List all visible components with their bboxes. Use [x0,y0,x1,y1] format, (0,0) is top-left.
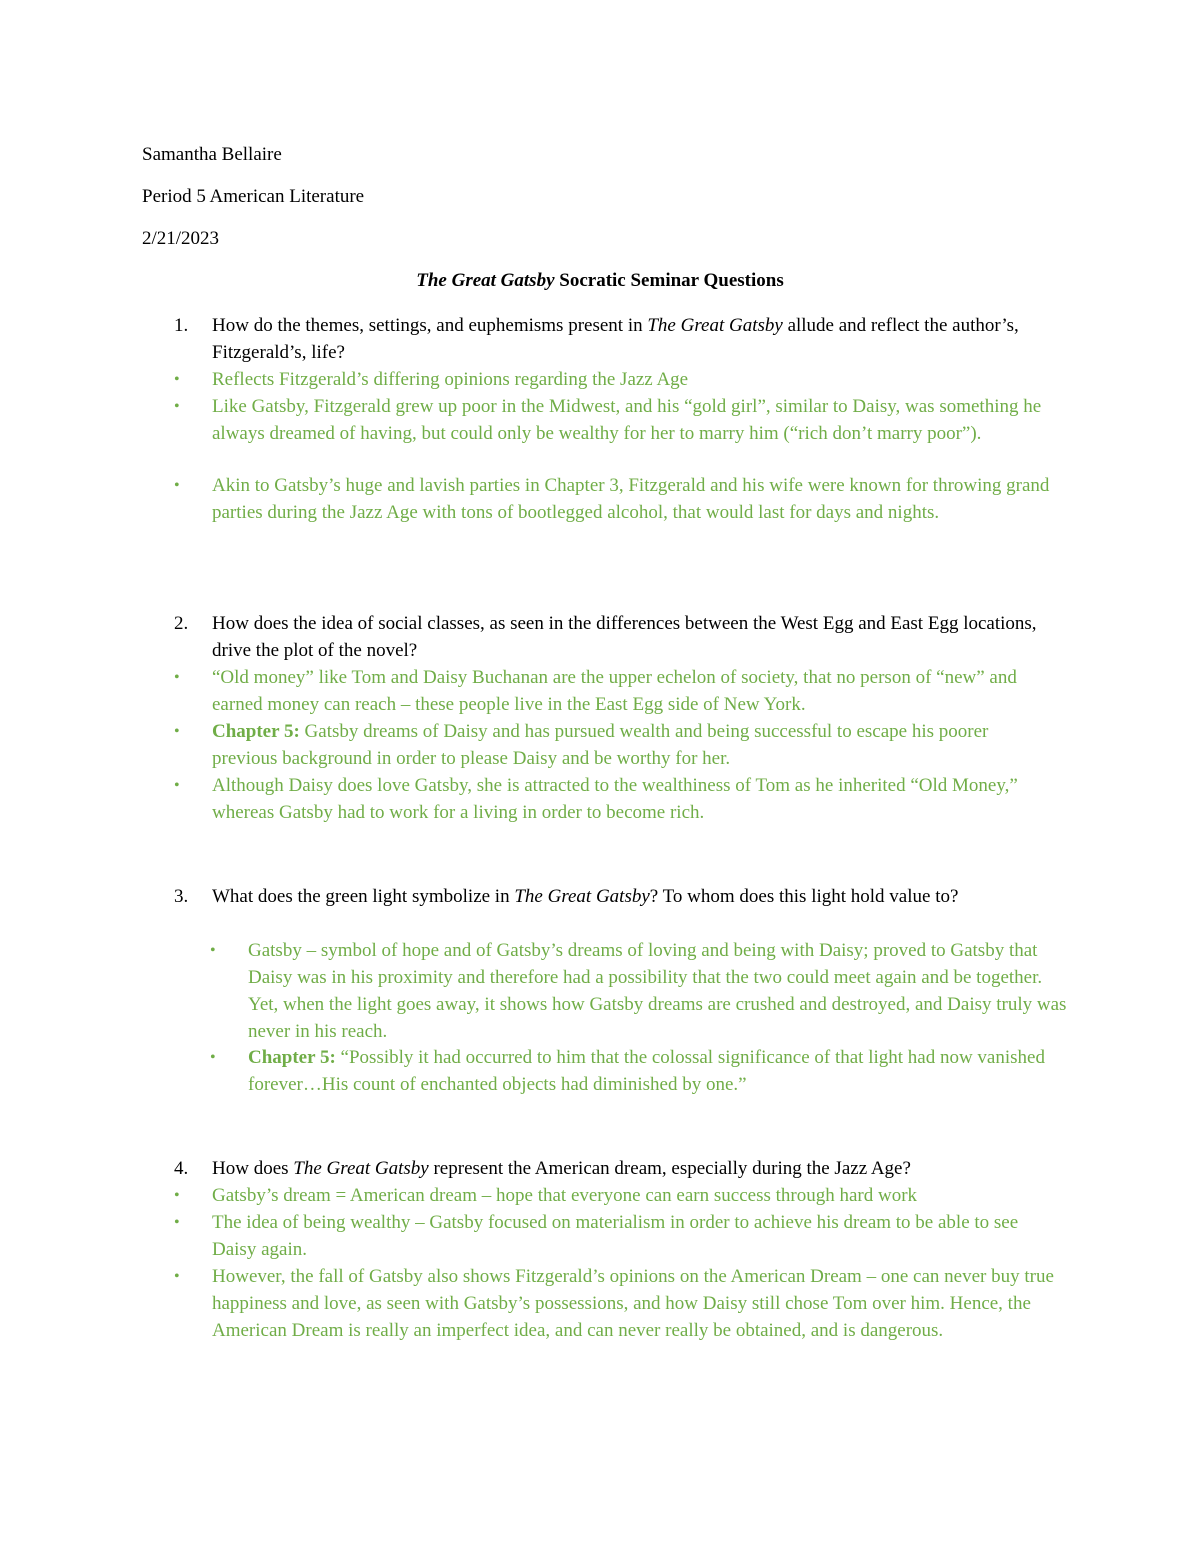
answer-item: • Gatsby’s dream = American dream – hope that everyone can earn success through hard work [174,1182,1054,1209]
bullet-icon: • [174,1187,180,1204]
bullet-icon: • [174,477,180,494]
document-date: 2/21/2023 [142,228,220,249]
title-rest: Socratic Seminar Questions [554,270,784,291]
author-name: Samantha Bellaire [142,144,282,165]
answer-item: • Chapter 5: “Possibly it had occurred to him that the colossal significance of that light had now vanished forever…His count of enchanted objects had diminished by one.” [210,1044,1070,1098]
class-period: Period 5 American Literature [142,186,365,207]
answer-item: • Chapter 5: Gatsby dreams of Daisy and has pursued wealth and being successful to escape his poorer previous background in order to please Daisy and be worthy for her. [174,718,1054,772]
answer-item: • The idea of being wealthy – Gatsby focused on materialism in order to achieve his dream to be able to see Daisy again. [174,1209,1054,1263]
answer-item: • Akin to Gatsby’s huge and lavish parties in Chapter 3, Fitzgerald and his wife were known for throwing grand parties during the Jazz Age with tons of bootlegged alcohol, that would last for days and nights. [174,472,1054,526]
bullet-icon: • [174,371,180,388]
bullet-icon: • [174,1268,180,1285]
document-title [0,268,1200,294]
question-number: 1. [174,315,189,336]
bullet-icon: • [174,777,180,794]
question-3 [174,883,1074,910]
bullet-icon: • [174,398,180,415]
question-text: What does the green light symbolize in The Great Gatsby? To whom does this light hold value to? [212,886,959,907]
answer-item: • However, the fall of Gatsby also shows Fitzgerald’s opinions on the American Dream – one can never buy true happiness and love, as seen with Gatsby’s possessions, and how Daisy still chose Tom over him. Hence, the American Dream is really an imperfect idea, and can never really be obtained, and is dangerous. [174,1263,1054,1344]
bullet-icon: • [174,1214,180,1231]
answer-item: • Like Gatsby, Fitzgerald grew up poor in the Midwest, and his “gold girl”, similar to Daisy, was something he always dreamed of having, but could only be wealthy for her to marry him (“rich don’t marry poor”). [174,393,1054,447]
bullet-icon: • [210,1049,216,1066]
question-text: How do the themes, settings, and euphemisms present in The Great Gatsby allude and reflect the author’s, Fitzgerald’s, life? [212,315,1019,363]
answer-item: • Reflects Fitzgerald’s differing opinions regarding the Jazz Age [174,366,1054,393]
question-1 [174,312,1074,366]
question-text: How does the idea of social classes, as seen in the differences between the West Egg and East Egg locations, drive the plot of the novel? [212,613,1037,661]
question-4 [174,1155,1074,1182]
answer-item: • “Old money” like Tom and Daisy Buchanan are the upper echelon of society, that no person of “new” and earned money can reach – these people live in the East Egg side of New York. [174,664,1054,718]
bullet-icon: • [174,723,180,740]
question-text: How does The Great Gatsby represent the American dream, especially during the Jazz Age? [212,1158,911,1179]
question-2 [174,610,1074,664]
question-number: 3. [174,886,189,907]
bullet-icon: • [210,942,216,959]
question-number: 4. [174,1158,189,1179]
question-number: 2. [174,613,189,634]
answer-item: • Gatsby – symbol of hope and of Gatsby’s dreams of loving and being with Daisy; proved to Gatsby that Daisy was in his proximity and therefore had a possibility that the two could meet again and be together. Yet, when the light goes away, it shows how Gatsby dreams are crushed and destroyed, and Daisy truly was never in his reach. [210,937,1070,1045]
title-italic: The Great Gatsby [416,270,555,291]
answer-item: • Although Daisy does love Gatsby, she is attracted to the wealthiness of Tom as he inherited “Old Money,” whereas Gatsby had to work for a living in order to become rich. [174,772,1054,826]
bullet-icon: • [174,669,180,686]
